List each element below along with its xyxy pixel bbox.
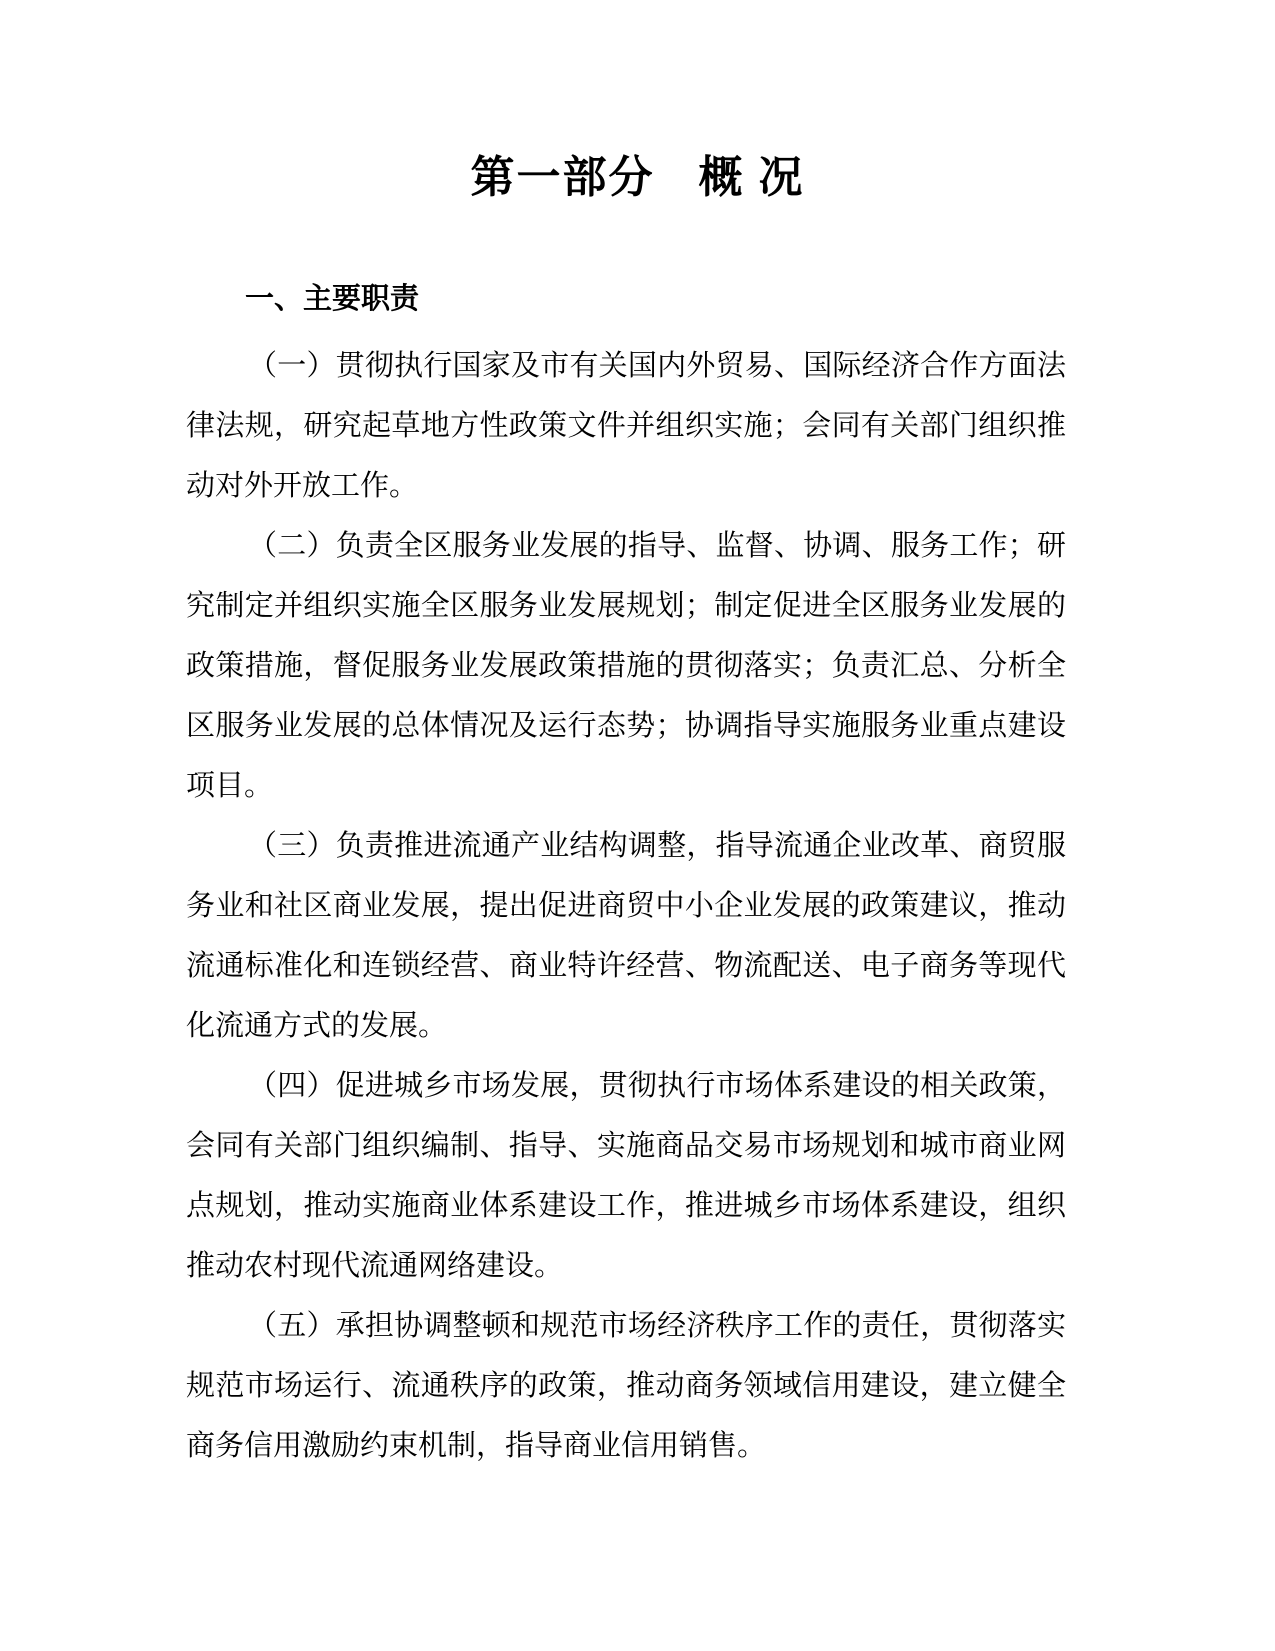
paragraph-4: （四）促进城乡市场发展，贯彻执行市场体系建设的相关政策，会同有关部门组织编制、指导、实施商品交易市场规划和城市商业网点规划，推动实施商业体系建设工作，推进城乡市场体系建设，组织推动农村现代流通网络建设。 (186, 1068, 1066, 1282)
document-body (186, 335, 1066, 1475)
paragraph-3: （三）负责推进流通产业结构调整，指导流通企业改革、商贸服务业和社区商业发展，提出促进商贸中小企业发展的政策建议，推动流通标准化和连锁经营、商业特许经营、物流配送、电子商务等现代化流通方式的发展。 (186, 828, 1066, 1042)
paragraph-5: （五）承担协调整顿和规范市场经济秩序工作的责任，贯彻落实规范市场运行、流通秩序的政策，推动商务领域信用建设，建立健全商务信用激励约束机制，指导商业信用销售。 (186, 1308, 1066, 1462)
paragraph-1: （一）贯彻执行国家及市有关国内外贸易、国际经济合作方面法律法规，研究起草地方性政策文件并组织实施；会同有关部门组织推动对外开放工作。 (186, 348, 1066, 502)
paragraph-2: （二）负责全区服务业发展的指导、监督、协调、服务工作；研究制定并组织实施全区服务业发展规划；制定促进全区服务业发展的政策措施，督促服务业发展政策措施的贯彻落实；负责汇总、分析全区服务业发展的总体情况及运行态势；协调指导实施服务业重点建设项目。 (186, 528, 1066, 802)
title-word-2: 况 (758, 152, 805, 203)
title-part: 第一部分 (470, 152, 655, 203)
title-word-1: 概 (698, 152, 745, 203)
page-title (0, 148, 1275, 208)
section-heading: 一、主要职责 (245, 281, 420, 315)
